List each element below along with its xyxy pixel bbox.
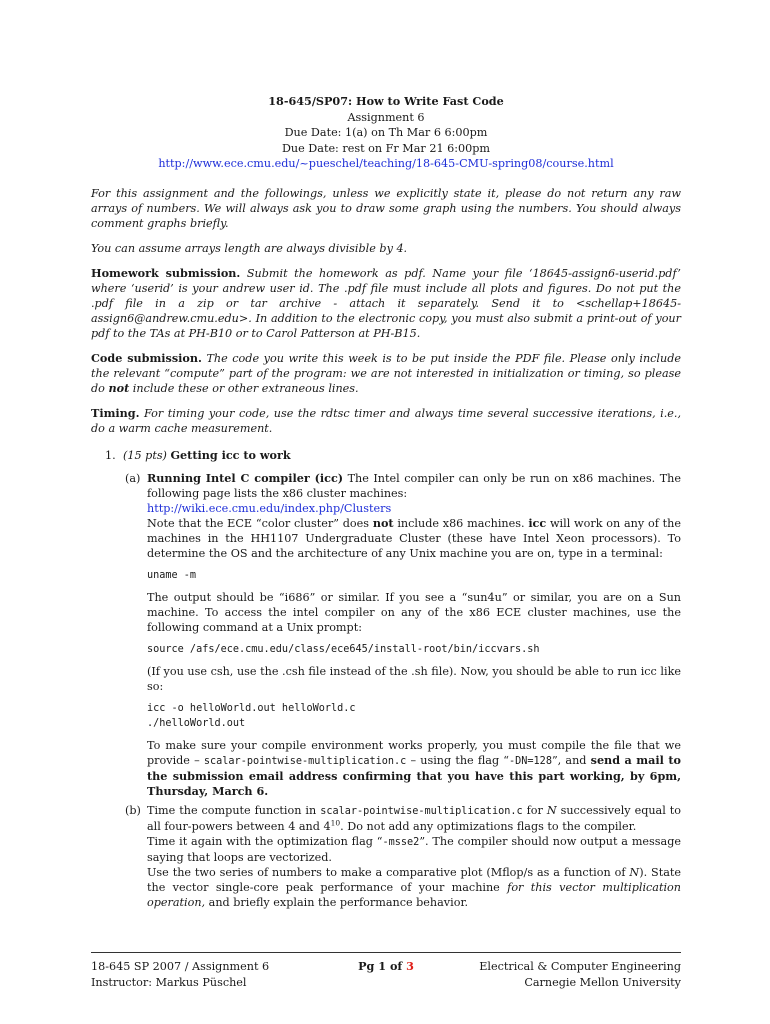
question-list: [91, 448, 681, 910]
code-icc-compile: icc -o helloWorld.out helloWorld.c ./helloWorld.out: [147, 702, 356, 729]
question-1a-csh-note: (If you use csh, use the .csh file instead of the .sh file). Now, you should be able to run icc like so:: [147, 664, 681, 693]
question-1a-verify: [147, 738, 681, 799]
due-date-2: Due Date: rest on Fr Mar 21 6:00pm: [281, 141, 491, 155]
note-text-a: Note that the ECE “color cluster” does: [147, 516, 370, 530]
question-1-points: (15 pts): [123, 448, 167, 462]
assignment-number: Assignment 6: [347, 110, 425, 124]
verify-filename: scalar-pointwise-multiplication.c: [203, 755, 407, 767]
note-text-c: will work on any of the machines in the HH1107 Undergraduate Cluster (these have Intel Xeon processors). To determine the OS and the architecture of any Unix machine you are on, type in a terminal:: [147, 516, 681, 560]
b-N2: N: [629, 865, 640, 879]
b-text3b: ). State the vector single-core peak performance of your machine: [147, 865, 681, 894]
question-1b: [91, 803, 681, 910]
b-exponent: 10: [330, 817, 341, 827]
page-current: 1: [378, 959, 387, 973]
b-text1b: for: [526, 803, 543, 817]
document-page: [91, 94, 681, 910]
verify-flag: -DN=128: [509, 755, 552, 767]
b-text2b: ”. The compiler should now output a message saying that loops are vectorized.: [147, 834, 681, 864]
verify-text-b: – using the flag “: [410, 753, 510, 767]
code-uname: uname -m: [147, 569, 197, 581]
clusters-wiki-link[interactable]: http://wiki.ece.cmu.edu/index.php/Clusters: [147, 501, 392, 515]
footer-instructor: Instructor: Markus Püschel: [91, 975, 247, 989]
page-label: Pg: [358, 959, 375, 973]
verify-deadline: send a mail to the submission email address confirming that you have this part working, by 6pm, Thursday, March 6.: [147, 752, 682, 798]
question-1-title: Getting icc to work: [170, 447, 291, 462]
verify-text-a: To make sure your compile environment works properly, you must compile the file that we provide –: [147, 738, 681, 767]
code-submission-text-b: include these or other extraneous lines.: [132, 381, 359, 395]
document-header: [91, 94, 681, 172]
footer-right: [479, 959, 681, 990]
note-text-b: include x86 machines.: [397, 516, 525, 530]
b-text3-italic: for this vector multiplication operation,: [147, 880, 681, 909]
page-total-link[interactable]: 3: [406, 959, 414, 973]
array-length-note: You can assume arrays length are always divisible by 4.: [91, 241, 408, 255]
verify-text-c: ”, and: [551, 753, 587, 767]
question-1a-intro: [147, 471, 681, 516]
b-text2a: Time it again with the optimization flag “: [147, 834, 383, 848]
document-title: 18-645/SP07: How to Write Fast Code: [268, 94, 504, 108]
code-submission-not: not: [108, 380, 130, 395]
footer-course: 18-645 SP 2007 / Assignment 6: [91, 960, 270, 973]
b-text3c: and briefly explain the performance behavior.: [208, 895, 469, 909]
code-submission-paragraph: [91, 351, 681, 396]
b-N: N: [546, 803, 557, 817]
note-icc: icc: [528, 515, 547, 530]
b-text1d: . Do not add any optimizations flags to the compiler.: [340, 819, 637, 833]
b-filename: scalar-pointwise-multiplication.c: [320, 805, 523, 817]
b-flag: -msse2: [382, 836, 420, 848]
page-of: of: [389, 959, 403, 973]
b-text1c: successively equal to all four-powers between 4 and 4: [147, 803, 682, 833]
question-1b-plot: [147, 865, 681, 910]
course-url-link[interactable]: http://www.ece.cmu.edu/~pueschel/teaching/18-645-CMU-spring08/course.html: [158, 157, 614, 170]
question-1b-label: (b): [125, 803, 141, 817]
question-1: [91, 448, 681, 463]
footer-department: Electrical & Computer Engineering: [479, 960, 681, 973]
timing-label: Timing.: [91, 405, 140, 420]
b-text1a: Time the compute function in: [147, 803, 317, 817]
b-text3a: Use the two series of numbers to make a comparative plot (Mflop/s as a function of: [147, 865, 626, 879]
question-1a: [91, 471, 681, 799]
question-1a-note: [147, 516, 681, 561]
footer-university: Carnegie Mellon University: [524, 975, 681, 989]
question-1a-title: Running Intel C compiler (icc): [147, 470, 344, 485]
footer-divider: [91, 952, 681, 953]
question-1b-sse: [147, 834, 681, 865]
timing-paragraph: [91, 406, 681, 436]
question-1a-output-note: The output should be “i686” or similar. If you see a “sun4u” or similar, you are on a Sun machine. To access the intel compiler on any of the x86 ECE cluster machines, use the following command at a Unix prompt:: [147, 590, 681, 634]
question-1-number: 1.: [105, 448, 116, 462]
note-not: not: [372, 515, 394, 530]
timing-text: For timing your code, use the rdtsc timer and always time several successive iterations, i.e., do a warm cache measurement.: [91, 406, 682, 435]
due-date-1: Due Date: 1(a) on Th Mar 6 6:00pm: [284, 126, 488, 139]
code-source-iccvars: source /afs/ece.cmu.edu/class/ece645/install-root/bin/iccvars.sh: [147, 643, 540, 655]
page-footer: [91, 959, 681, 993]
homework-submission-text: Submit the homework as pdf. Name your file ‘18645-assign6-userid.pdf’ where ‘userid’ is your andrew user id. The .pdf file must include all plots and figures. Do not put the .pdf file in a zip or tar archive - attach it separately. Send it to <schellap+18645-assign6@andrew.cmu.edu>. In addition to the electronic copy, you must also submit a print-out of your pdf to the TAs at PH-B10 or to Carol Patterson at PH-B15.: [91, 266, 681, 340]
code-submission-text-a: The code you write this week is to be put inside the PDF file. Please only include the relevant “compute” part of the program: we are not interested in initialization or timing, so please do: [91, 351, 681, 395]
question-1a-text1: The Intel compiler can only be run on x86 machines. The following page lists the x86 cluster machines:: [147, 471, 682, 500]
homework-submission-paragraph: [91, 266, 681, 341]
code-submission-label: Code submission.: [91, 350, 202, 365]
intro-paragraph: For this assignment and the followings, unless we explicitly state it, please do not return any raw arrays of numbers. We will always ask you to draw some graph using the numbers. You should always comment graphs briefly.: [91, 186, 681, 230]
homework-submission-label: Homework submission.: [91, 265, 241, 280]
question-1a-label: (a): [125, 471, 141, 485]
question-1b-timing: [147, 803, 681, 834]
